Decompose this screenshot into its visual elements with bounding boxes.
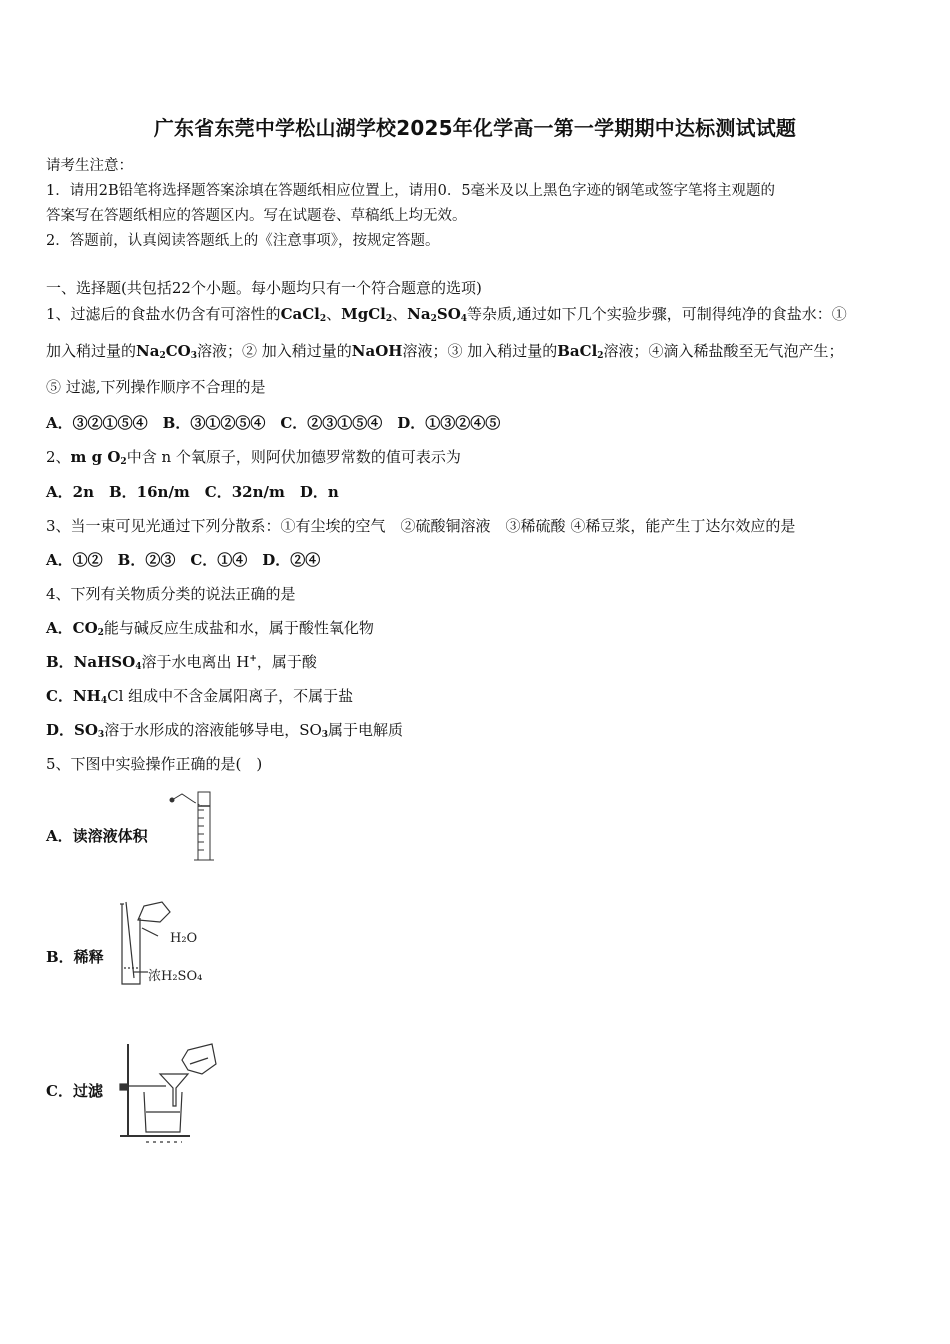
q4-option-b: B．NaHSO$_4$溶于水电离出 H+，属于酸 xyxy=(46,653,317,672)
q5-option-c: C．过滤 xyxy=(46,1082,103,1100)
q1-line-1: 1、过滤后的食盐水仍含有可溶性的CaCl$_2$、MgCl$_2$、$Na_2SO_4$等杂质,通过如下几个实验步骤，可制得纯净的食盐水：① xyxy=(46,305,847,324)
page-title: 广东省东莞中学松山湖学校2025年化学高一第一学期期中达标测试试题 xyxy=(153,116,797,140)
h2so4-label: 浓H₂SO₄ xyxy=(148,969,203,984)
dilution-figure xyxy=(112,898,212,990)
filtration-figure xyxy=(116,1040,224,1146)
q4-option-d: D．$SO_3$溶于水形成的溶液能够导电，$SO_3$属于电解质 xyxy=(46,721,404,740)
q5-option-b: B．稀释 xyxy=(46,948,104,966)
q4-stem: 4、下列有关物质分类的说法正确的是 xyxy=(46,585,296,603)
notice-line-2: 答案写在答题纸相应的答题区内。写在试题卷、草稿纸上均无效。 xyxy=(46,208,467,224)
q5-stem: 5、下图中实验操作正确的是( ) xyxy=(46,755,263,773)
q3-stem: 3、当一束可见光通过下列分散系：①有尘埃的空气 ②硫酸铜溶液 ③稀硫酸 ④稀豆浆，能产生丁达尔效应的是 xyxy=(46,517,796,535)
q2-stem: 2、m g $O_2$中含 n 个氧原子，则阿伏加德罗常数的值可表示为 xyxy=(46,448,461,467)
q1-line-2: 加入稍过量的$Na_2CO_3$溶液；② 加入稍过量的NaOH溶液；③ 加入稍过量的BaCl$_2$溶液；④滴入稀盐酸至无气泡产生； xyxy=(46,342,844,361)
q2-options: A．2n B．16n/m C．32n/m D．n xyxy=(46,483,339,501)
notice-heading: 请考生注意： xyxy=(46,158,133,174)
q3-options: A．①② B．②③ C．①④ D．②④ xyxy=(46,551,321,569)
notice-line-3: 2．答题前，认真阅读答题纸上的《注意事项》，按规定答题。 xyxy=(46,233,440,249)
q1-line-3: ⑤ 过滤,下列操作顺序不合理的是 xyxy=(46,378,266,396)
section-heading: 一、选择题(共包括22个小题。每小题均只有一个符合题意的选项) xyxy=(46,279,482,297)
h2o-label: H₂O xyxy=(170,931,198,946)
q4-option-c: C．$NH_4Cl$ 组成中不含金属阳离子，不属于盐 xyxy=(46,687,354,706)
q5-option-a: A．读溶液体积 xyxy=(46,827,148,845)
notice-line-1: 1．请用2B铅笔将选择题答案涂填在答题纸相应位置上，请用0．5毫米及以上黑色字迹的钢笔或签字笔将主观题的 xyxy=(46,183,776,199)
q4-option-a: A．$CO_2$能与碱反应生成盐和水，属于酸性氧化物 xyxy=(46,619,374,638)
graduated-cylinder-figure xyxy=(168,788,228,864)
q1-options: A．③②①⑤④ B．③①②⑤④ C．②③①⑤④ D．①③②④⑤ xyxy=(46,414,501,432)
